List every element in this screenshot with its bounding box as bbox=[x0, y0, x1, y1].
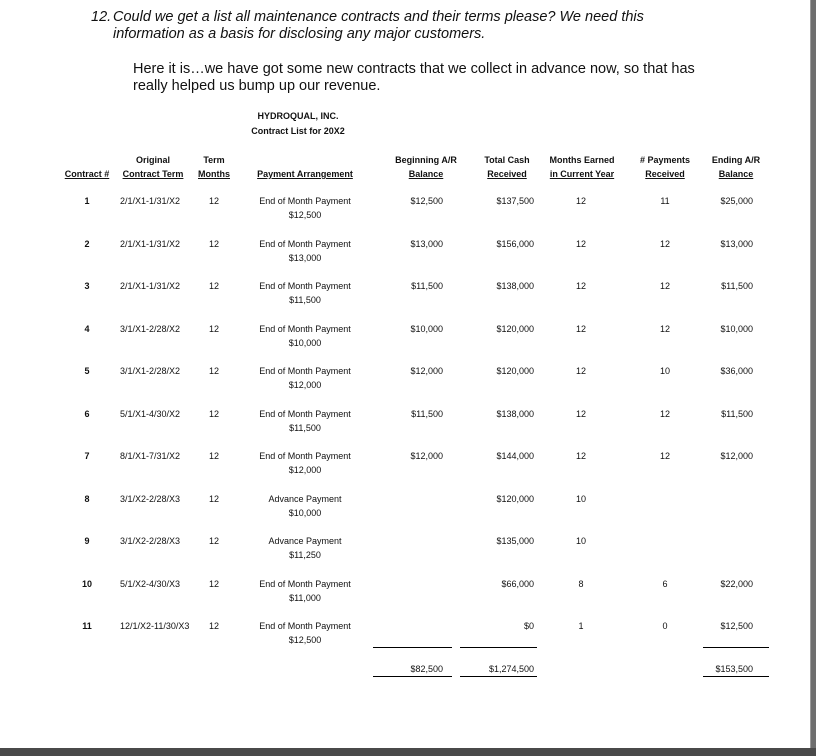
cell-contract-num: 11 bbox=[82, 621, 92, 631]
cell-payment-arrangement bbox=[244, 577, 366, 605]
question-line-2: information as a basis for disclosing any major customers. bbox=[113, 26, 486, 42]
cell-ending-ar: $10,000 bbox=[720, 324, 753, 334]
cell-months-earned: 12 bbox=[575, 451, 586, 461]
payment-type: End of Month Payment bbox=[259, 621, 351, 631]
cell-term-months: 12 bbox=[208, 366, 219, 376]
cell-cash-received: $156,000 bbox=[496, 239, 534, 249]
cell-term-months: 12 bbox=[208, 196, 219, 206]
header-original-term: Original Contract Term bbox=[122, 155, 184, 179]
subtotal-rule-beginning bbox=[373, 647, 452, 648]
payment-amount: $11,500 bbox=[289, 423, 321, 433]
payment-type: End of Month Payment bbox=[259, 324, 351, 334]
cell-payment-arrangement bbox=[244, 194, 366, 222]
payment-amount: $10,000 bbox=[288, 338, 322, 348]
cell-months-earned: 12 bbox=[575, 281, 586, 291]
answer-text bbox=[133, 61, 733, 95]
cell-payment-arrangement bbox=[244, 619, 366, 647]
cell-months-earned: 1 bbox=[578, 621, 584, 631]
cell-months-earned: 12 bbox=[575, 196, 586, 206]
cell-payments-received: 12 bbox=[659, 281, 670, 291]
header-term-months: Term Months bbox=[198, 155, 230, 179]
cell-term-months: 12 bbox=[208, 621, 219, 631]
payment-type: End of Month Payment bbox=[259, 196, 351, 206]
header-payments-received: # Payments Received bbox=[639, 155, 691, 179]
payment-amount: $12,000 bbox=[288, 465, 322, 475]
cell-payments-received: 10 bbox=[659, 366, 670, 376]
cell-ending-ar: $13,000 bbox=[720, 239, 753, 249]
cell-ending-ar: $12,000 bbox=[720, 451, 753, 461]
cell-contract-term: 5/1/X1-4/30/X2 bbox=[120, 409, 181, 419]
cell-payment-arrangement bbox=[244, 364, 366, 392]
payment-type: End of Month Payment bbox=[259, 366, 351, 376]
cell-cash-received: $138,000 bbox=[496, 281, 534, 291]
cell-contract-term: 2/1/X1-1/31/X2 bbox=[120, 239, 181, 249]
answer-line-2: really helped us bump up our revenue. bbox=[133, 78, 381, 94]
cell-contract-term: 5/1/X2-4/30/X3 bbox=[120, 579, 181, 589]
viewer-edge bbox=[811, 0, 816, 748]
cell-payment-arrangement bbox=[244, 237, 366, 265]
payment-type: Advance Payment bbox=[268, 536, 342, 546]
cell-payments-received: 12 bbox=[659, 324, 670, 334]
cell-cash-received: $137,500 bbox=[496, 196, 534, 206]
cell-beginning-ar: $11,500 bbox=[411, 281, 443, 291]
cell-ending-ar: $11,500 bbox=[721, 409, 753, 419]
cell-months-earned: 12 bbox=[575, 409, 586, 419]
cell-cash-received: $138,000 bbox=[496, 409, 534, 419]
payment-amount: $13,000 bbox=[288, 253, 322, 263]
cell-payment-arrangement bbox=[244, 322, 366, 350]
header-total-cash: Total Cash Received bbox=[484, 155, 530, 179]
total-cash-received: $1,274,500 bbox=[488, 664, 534, 674]
question-text bbox=[91, 9, 711, 43]
payment-amount: $10,000 bbox=[288, 508, 322, 518]
cell-beginning-ar: $12,000 bbox=[410, 451, 443, 461]
payment-amount: $11,000 bbox=[289, 593, 321, 603]
cell-cash-received: $120,000 bbox=[496, 324, 534, 334]
cell-term-months: 12 bbox=[208, 494, 219, 504]
total-rule-cash bbox=[460, 676, 537, 677]
cell-contract-num: 10 bbox=[81, 579, 92, 589]
cell-contract-num: 5 bbox=[84, 366, 90, 376]
cell-contract-term: 2/1/X1-1/31/X2 bbox=[120, 281, 181, 291]
total-rule-ending bbox=[703, 676, 769, 677]
question-number: 12. bbox=[91, 9, 112, 25]
subtotal-rule-cash bbox=[460, 647, 537, 648]
cell-beginning-ar: $12,500 bbox=[410, 196, 443, 206]
cell-ending-ar: $25,000 bbox=[720, 196, 753, 206]
total-rule-beginning bbox=[373, 676, 452, 677]
payment-amount: $11,500 bbox=[289, 295, 321, 305]
cell-months-earned: 10 bbox=[575, 494, 586, 504]
cell-contract-term: 8/1/X1-7/31/X2 bbox=[120, 451, 181, 461]
cell-ending-ar: $12,500 bbox=[720, 621, 753, 631]
total-beginning-ar: $82,500 bbox=[410, 664, 443, 674]
cell-contract-num: 1 bbox=[84, 196, 90, 206]
viewer-bottom-bar bbox=[0, 748, 816, 756]
cell-beginning-ar: $12,000 bbox=[410, 366, 443, 376]
report-subtitle: Contract List for 20X2 bbox=[251, 126, 345, 136]
cell-payments-received: 0 bbox=[662, 621, 668, 631]
cell-term-months: 12 bbox=[208, 536, 219, 546]
subtotal-rule-ending bbox=[703, 647, 769, 648]
cell-cash-received: $120,000 bbox=[496, 494, 534, 504]
cell-contract-num: 3 bbox=[84, 281, 90, 291]
cell-payment-arrangement bbox=[244, 534, 366, 562]
cell-cash-received: $66,000 bbox=[501, 579, 534, 589]
cell-ending-ar: $22,000 bbox=[720, 579, 753, 589]
total-ending-ar: $153,500 bbox=[715, 664, 753, 674]
header-months-earned: Months Earned in Current Year bbox=[549, 155, 615, 179]
cell-contract-term: 3/1/X2-2/28/X3 bbox=[120, 536, 181, 546]
cell-payments-received: 6 bbox=[662, 579, 668, 589]
cell-payments-received: 11 bbox=[660, 196, 670, 206]
cell-contract-term: 12/1/X2-11/30/X3 bbox=[120, 621, 190, 631]
cell-payments-received: 12 bbox=[659, 409, 670, 419]
cell-contract-num: 9 bbox=[84, 536, 90, 546]
cell-months-earned: 12 bbox=[575, 239, 586, 249]
cell-beginning-ar: $11,500 bbox=[411, 409, 443, 419]
question-line-1: Could we get a list all maintenance contracts and their terms please? We need this bbox=[113, 9, 644, 25]
cell-contract-num: 7 bbox=[84, 451, 90, 461]
cell-contract-term: 3/1/X1-2/28/X2 bbox=[120, 366, 181, 376]
cell-months-earned: 12 bbox=[575, 366, 586, 376]
payment-amount: $12,500 bbox=[288, 210, 322, 220]
payment-amount: $11,250 bbox=[289, 550, 321, 560]
cell-months-earned: 8 bbox=[578, 579, 584, 589]
cell-payment-arrangement bbox=[244, 407, 366, 435]
cell-ending-ar: $11,500 bbox=[721, 281, 753, 291]
answer-line-1: Here it is…we have got some new contracts that we collect in advance now, so that has bbox=[133, 61, 695, 77]
cell-cash-received: $135,000 bbox=[496, 536, 534, 546]
payment-amount: $12,000 bbox=[288, 380, 322, 390]
payment-amount: $12,500 bbox=[288, 635, 322, 645]
cell-contract-term: 3/1/X2-2/28/X3 bbox=[120, 494, 181, 504]
cell-term-months: 12 bbox=[208, 451, 219, 461]
header-payment: Payment Arrangement bbox=[257, 169, 353, 179]
header-contract-num: Contract # bbox=[64, 169, 110, 179]
cell-beginning-ar: $10,000 bbox=[410, 324, 443, 334]
cell-contract-term: 2/1/X1-1/31/X2 bbox=[120, 196, 181, 206]
cell-payment-arrangement bbox=[244, 279, 366, 307]
cell-ending-ar: $36,000 bbox=[720, 366, 753, 376]
cell-cash-received: $144,000 bbox=[496, 451, 534, 461]
cell-term-months: 12 bbox=[208, 324, 219, 334]
cell-beginning-ar: $13,000 bbox=[410, 239, 443, 249]
payment-type: Advance Payment bbox=[268, 494, 342, 504]
payment-type: End of Month Payment bbox=[259, 579, 351, 589]
cell-contract-num: 2 bbox=[84, 239, 90, 249]
header-ending-ar: Ending A/R Balance bbox=[711, 155, 761, 179]
cell-payments-received: 12 bbox=[659, 451, 670, 461]
header-beginning-ar: Beginning A/R Balance bbox=[395, 155, 457, 179]
cell-contract-num: 4 bbox=[84, 324, 90, 334]
cell-months-earned: 10 bbox=[575, 536, 586, 546]
cell-term-months: 12 bbox=[208, 579, 219, 589]
payment-type: End of Month Payment bbox=[259, 409, 351, 419]
cell-contract-term: 3/1/X1-2/28/X2 bbox=[120, 324, 181, 334]
cell-months-earned: 12 bbox=[575, 324, 586, 334]
payment-type: End of Month Payment bbox=[259, 239, 351, 249]
cell-contract-num: 6 bbox=[84, 409, 90, 419]
cell-contract-num: 8 bbox=[84, 494, 90, 504]
cell-payment-arrangement bbox=[244, 449, 366, 477]
payment-type: End of Month Payment bbox=[259, 281, 351, 291]
cell-cash-received: $0 bbox=[523, 621, 534, 631]
company-name: HYDROQUAL, INC. bbox=[257, 111, 339, 121]
cell-term-months: 12 bbox=[208, 281, 219, 291]
payment-type: End of Month Payment bbox=[259, 451, 351, 461]
cell-term-months: 12 bbox=[208, 409, 219, 419]
cell-payments-received: 12 bbox=[659, 239, 670, 249]
cell-cash-received: $120,000 bbox=[496, 366, 534, 376]
cell-term-months: 12 bbox=[208, 239, 219, 249]
cell-payment-arrangement bbox=[244, 492, 366, 520]
